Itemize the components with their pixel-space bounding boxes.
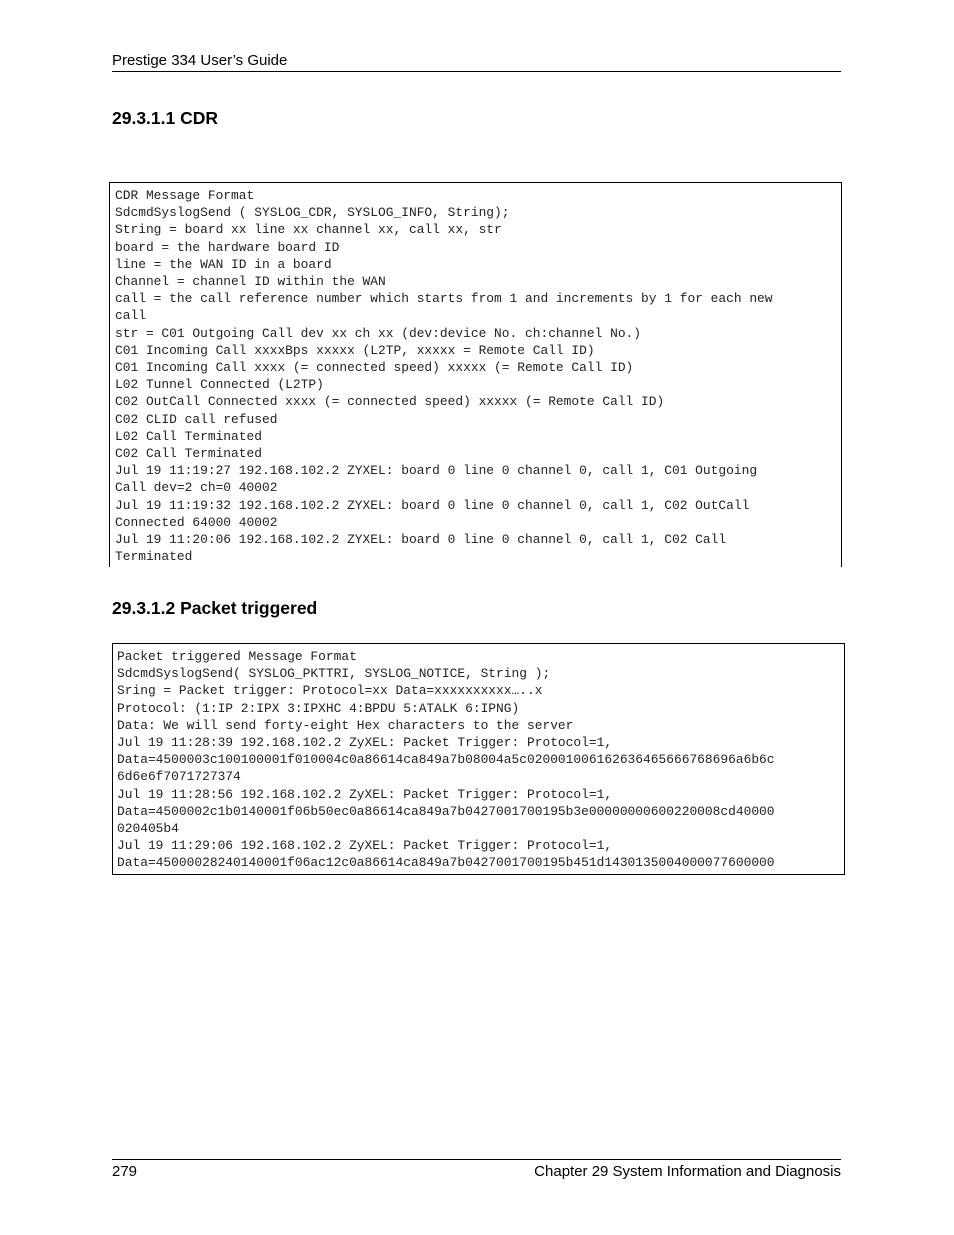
code-line: Protocol: (1:IP 2:IPX 3:IPXHC 4:BPDU 5:ATALK 6:IPNG) [117, 700, 520, 716]
page-number: 279 [112, 1163, 138, 1180]
code-line: Jul 19 11:19:32 192.168.102.2 ZYXEL: board 0 line 0 channel 0, call 1, C02 OutCall [115, 497, 750, 513]
chapter-title: Chapter 29 System Information and Diagnosis [534, 1163, 841, 1180]
code-line: call = the call reference number which starts from 1 and increments by 1 for each new [115, 291, 773, 307]
code-line: Jul 19 11:28:56 192.168.102.2 ZyXEL: Packet Trigger: Protocol=1, [117, 786, 613, 802]
packet-triggered-code-box [112, 643, 845, 875]
code-line: Jul 19 11:29:06 192.168.102.2 ZyXEL: Packet Trigger: Protocol=1, [117, 838, 613, 854]
code-line: Terminated [115, 549, 193, 565]
guide-title: Prestige 334 User’s Guide [112, 52, 288, 69]
code-line: Packet triggered Message Format [117, 649, 357, 664]
code-line: SdcmdSyslogSend( SYSLOG_PKTTRI, SYSLOG_NOTICE, String ); [117, 666, 551, 682]
code-line: Channel = channel ID within the WAN [115, 274, 386, 290]
code-line: str = C01 Outgoing Call dev xx ch xx (dev:device No. ch:channel No.) [115, 325, 642, 341]
section-heading-cdr: 29.3.1.1 CDR [112, 108, 219, 128]
code-line: Data=4500002c1b0140001f06b50ec0a86614ca849a7b0427001700195b3e00000000600220008cd40000 [117, 803, 775, 819]
code-line: Connected 64000 40002 [115, 514, 278, 530]
code-line: Data=45000028240140001f06ac12c0a86614ca849a7b0427001700195b451d1430135004000077600000 [117, 855, 775, 871]
code-line: Jul 19 11:20:06 192.168.102.2 ZYXEL: board 0 line 0 channel 0, call 1, C02 Call [115, 532, 727, 548]
code-line: L02 Call Terminated [115, 428, 262, 444]
code-line: Sring = Packet trigger: Protocol=xx Data=xxxxxxxxxx…..x [117, 683, 543, 699]
code-line: L02 Tunnel Connected (L2TP) [115, 377, 324, 393]
cdr-code-block [115, 187, 773, 565]
code-line: SdcmdSyslogSend ( SYSLOG_CDR, SYSLOG_INFO, String); [115, 205, 510, 221]
code-line: Jul 19 11:19:27 192.168.102.2 ZYXEL: board 0 line 0 channel 0, call 1, C01 Outgoing [115, 463, 758, 479]
code-line: 020405b4 [117, 821, 179, 837]
code-line: CDR Message Format [115, 188, 255, 203]
code-line: Call dev=2 ch=0 40002 [115, 480, 278, 496]
cdr-code-box [109, 182, 842, 567]
code-line: 6d6e6f7071727374 [117, 769, 241, 785]
code-line: C02 OutCall Connected xxxx (= connected speed) xxxxx (= Remote Call ID) [115, 394, 665, 410]
code-line: Data: We will send forty-eight Hex characters to the server [117, 717, 574, 733]
code-line: C01 Incoming Call xxxxBps xxxxx (L2TP, xxxxx = Remote Call ID) [115, 342, 595, 358]
page-footer [112, 1159, 841, 1181]
code-line: Jul 19 11:28:39 192.168.102.2 ZyXEL: Packet Trigger: Protocol=1, [117, 735, 613, 751]
code-line: call [115, 308, 146, 324]
code-line: line = the WAN ID in a board [115, 256, 332, 272]
code-line: String = board xx line xx channel xx, call xx, str [115, 222, 502, 238]
code-line: C01 Incoming Call xxxx (= connected speed) xxxxx (= Remote Call ID) [115, 360, 634, 376]
packet-triggered-code-block [117, 648, 775, 872]
section-heading-packet-triggered: 29.3.1.2 Packet triggered [112, 598, 318, 618]
code-line: C02 Call Terminated [115, 446, 262, 462]
page-header [112, 52, 841, 72]
code-line: C02 CLID call refused [115, 411, 278, 427]
code-line: board = the hardware board ID [115, 239, 340, 255]
code-line: Data=4500003c100100001f010004c0a86614ca849a7b08004a5c020001006162636465666768696a6b6c [117, 752, 775, 768]
